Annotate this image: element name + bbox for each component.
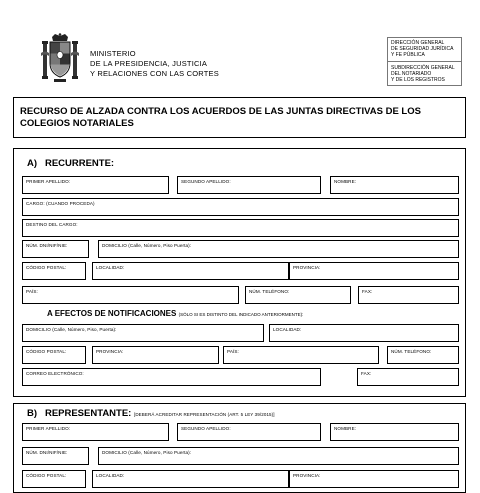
rep-provincia-field[interactable]: [289, 470, 459, 488]
rep-dni-field[interactable]: [22, 447, 89, 465]
form-title: RECURSO DE ALZADA CONTRA LOS ACUERDOS DE LAS JUNTAS DIRECTIVAS DE LOS COLEGIOS NOTARIALES: [20, 106, 421, 129]
dni-field[interactable]: [22, 240, 89, 258]
field-label: SEGUNDO APELLIDO:: [181, 178, 231, 184]
section-title: REPRESENTANTE:: [44, 408, 132, 419]
field-label: NOMBRE:: [334, 425, 357, 431]
field-label: NOMBRE:: [334, 178, 357, 184]
notif-pais-field[interactable]: [223, 346, 379, 364]
section-letter: A): [27, 158, 38, 169]
coat-of-arms-icon: [41, 33, 79, 85]
primer-apellido-field[interactable]: [22, 176, 169, 194]
ministry-line: Y RELACIONES CON LAS CORTES: [90, 69, 219, 78]
field-label: FAX:: [362, 288, 373, 294]
sub-line: DEL NOTARIADO: [391, 71, 432, 77]
destino-field[interactable]: [22, 219, 459, 237]
rep-primer-apellido-field[interactable]: [22, 423, 169, 441]
rep-domicilio-field[interactable]: [98, 447, 459, 465]
rep-nombre-field[interactable]: [330, 423, 459, 441]
field-label: LOCALIDAD:: [273, 326, 302, 332]
field-label: CÓDIGO POSTAL:: [26, 472, 67, 478]
directorate-general: [388, 38, 461, 62]
notif-fax-field[interactable]: [357, 368, 459, 386]
ministry-line: DE LA PRESIDENCIA, JUSTICIA: [90, 59, 208, 68]
segundo-apellido-field[interactable]: [177, 176, 321, 194]
sub-line: Y DE LOS REGISTROS: [391, 77, 445, 83]
form-title-box: [13, 97, 466, 138]
notif-domicilio-field[interactable]: [22, 324, 264, 342]
field-label: NÚM. TELÉFONO:: [391, 348, 432, 354]
correo-field[interactable]: [22, 368, 321, 386]
sub-line: SUBDIRECCIÓN GENERAL: [391, 65, 455, 71]
field-label: CORREO ELECTRÓNICO:: [26, 370, 84, 376]
notif-provincia-field[interactable]: [92, 346, 219, 364]
rep-segundo-apellido-field[interactable]: [177, 423, 321, 441]
nombre-field[interactable]: [330, 176, 459, 194]
notif-codigo-postal-field[interactable]: [22, 346, 86, 364]
section-recurrente: [13, 148, 466, 397]
section-title: RECURRENTE:: [44, 158, 115, 169]
dg-line: DE SEGURIDAD JURÍDICA: [391, 46, 454, 52]
ministry-name: [90, 49, 219, 79]
field-label: CÓDIGO POSTAL:: [26, 348, 67, 354]
field-label: DOMICILIO (Calle, Número, Piso, Puerta):: [26, 326, 117, 332]
field-label: DESTINO DEL CARGO:: [26, 221, 78, 227]
field-label: NÚM. TELÉFONO:: [249, 288, 290, 294]
field-label: SEGUNDO APELLIDO:: [181, 425, 231, 431]
notificaciones-heading: [47, 309, 303, 318]
field-label: NÚM. DNI/NIF/NIE:: [26, 449, 68, 455]
section-b-heading: [27, 408, 275, 419]
field-label: PROVINCIA:: [293, 472, 321, 478]
ministry-line: MINISTERIO: [90, 49, 136, 58]
localidad-field[interactable]: [92, 262, 289, 280]
field-label: DOMICILIO (Calle, Número, Piso Puerta):: [102, 242, 192, 248]
field-label: CARGO: (CUANDO PROCEDA): [26, 200, 95, 206]
field-label: PAÍS:: [26, 288, 38, 294]
field-label: CÓDIGO POSTAL:: [26, 264, 67, 270]
pais-field[interactable]: [22, 286, 239, 304]
rep-localidad-field[interactable]: [92, 470, 289, 488]
cargo-field[interactable]: [22, 198, 459, 216]
fax-field[interactable]: [358, 286, 459, 304]
telefono-field[interactable]: [245, 286, 351, 304]
notif-note: (SÓLO SI ES DISTINTO DEL INDICADO ANTERIORMENTE):: [178, 312, 304, 317]
field-label: LOCALIDAD:: [96, 472, 125, 478]
dg-line: DIRECCIÓN GENERAL: [391, 40, 445, 46]
provincia-field[interactable]: [289, 262, 459, 280]
field-label: FAX:: [361, 370, 372, 376]
field-label: LOCALIDAD:: [96, 264, 125, 270]
codigo-postal-field[interactable]: [22, 262, 86, 280]
notif-telefono-field[interactable]: [387, 346, 459, 364]
directorate-box: [387, 37, 462, 86]
field-label: PROVINCIA:: [96, 348, 124, 354]
field-label: PAÍS:: [227, 348, 239, 354]
field-label: PRIMER APELLIDO:: [26, 425, 71, 431]
notif-title: A EFECTOS DE NOTIFICACIONES: [47, 309, 177, 318]
dg-line: Y FE PÚBLICA: [391, 52, 425, 58]
field-label: NÚM. DNI/NIF/NIE:: [26, 242, 68, 248]
field-label: PRIMER APELLIDO:: [26, 178, 71, 184]
domicilio-field[interactable]: [98, 240, 459, 258]
section-letter: B): [27, 408, 38, 419]
section-note: [DEBERÁ ACREDITAR REPRESENTACIÓN (ART. 5 LEY 39/2015)]: [133, 412, 275, 417]
notif-localidad-field[interactable]: [269, 324, 459, 342]
field-label: PROVINCIA:: [293, 264, 321, 270]
subdirectorate: [388, 62, 461, 85]
field-label: DOMICILIO (Calle, Número, Piso Puerta):: [102, 449, 192, 455]
section-a-heading: [27, 158, 114, 169]
rep-codigo-postal-field[interactable]: [22, 470, 86, 488]
